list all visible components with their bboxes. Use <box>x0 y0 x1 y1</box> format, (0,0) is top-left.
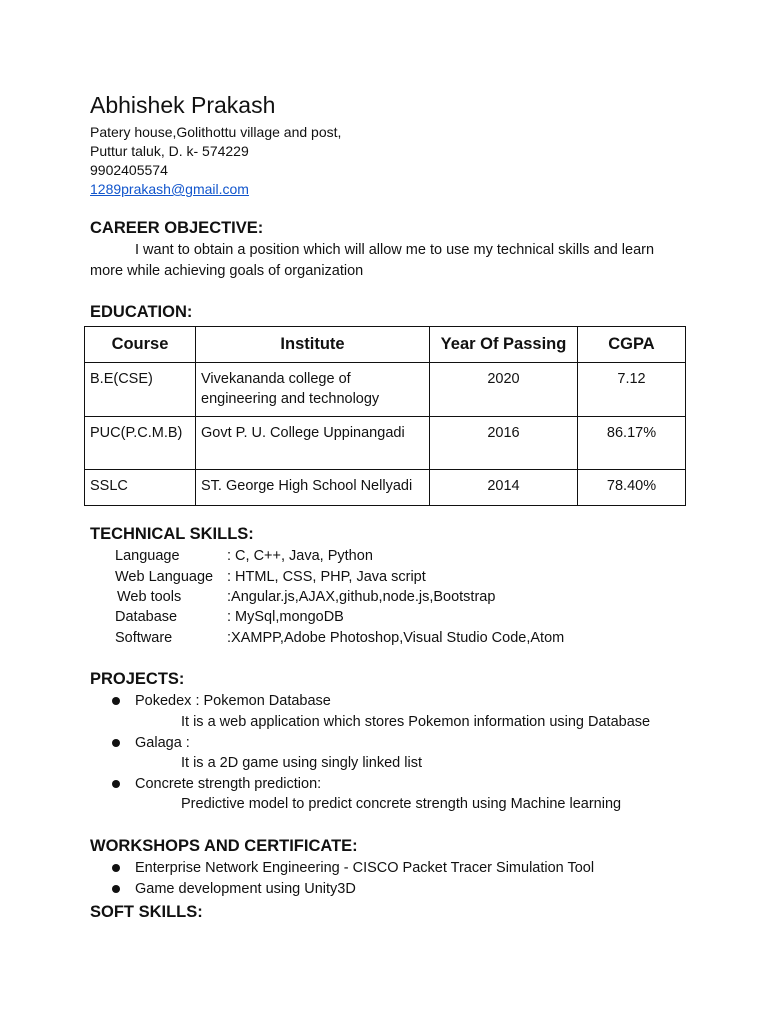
skill-value-software: :XAMPP,Adobe Photoshop,Visual Studio Code,Atom <box>227 630 565 646</box>
skill-value-web-language: : HTML, CSS, PHP, Java script <box>227 569 426 585</box>
skill-label-web-tools: Web tools <box>117 589 182 605</box>
skill-value-language: : C, C++, Java, Python <box>227 548 373 564</box>
career-objective-heading: CAREER OBJECTIVE: <box>90 219 264 237</box>
table-row <box>85 470 686 506</box>
education-heading: EDUCATION: <box>90 303 193 321</box>
career-objective-line-2: more while achieving goals of organization <box>90 263 364 279</box>
bullet-icon <box>112 885 120 893</box>
institute-cell <box>196 363 430 417</box>
cgpa-cell: 86.17% <box>578 417 686 470</box>
course-cell: SSLC <box>85 470 196 506</box>
project-description-concrete: Predictive model to predict concrete strength using Machine learning <box>181 796 622 812</box>
bullet-icon <box>112 780 120 788</box>
table-row <box>85 417 686 470</box>
skill-label-software: Software <box>115 630 173 646</box>
email-link[interactable]: 1289prakash@gmail.com <box>90 181 249 197</box>
year-cell: 2020 <box>430 363 578 417</box>
year-cell: 2014 <box>430 470 578 506</box>
workshops-heading: WORKSHOPS AND CERTIFICATE: <box>90 837 358 855</box>
bullet-icon <box>112 697 120 705</box>
skill-value-web-tools: :Angular.js,AJAX,github,node.js,Bootstrap <box>227 589 496 605</box>
table-row <box>85 363 686 417</box>
column-header-institute: Institute <box>196 327 430 363</box>
year-cell: 2016 <box>430 417 578 470</box>
bullet-icon <box>112 864 120 872</box>
workshop-item-unity: Game development using Unity3D <box>135 881 356 897</box>
institute-cell: Govt P. U. College Uppinangadi <box>196 417 430 470</box>
column-header-course: Course <box>85 327 196 363</box>
bullet-icon <box>112 739 120 747</box>
cgpa-cell: 78.40% <box>578 470 686 506</box>
skill-label-web-language: Web Language <box>115 569 214 585</box>
institute-line-1: Vivekananda college of <box>201 371 351 387</box>
skill-label-database: Database <box>115 609 178 625</box>
technical-skills-heading: TECHNICAL SKILLS: <box>90 525 254 543</box>
soft-skills-heading: SOFT SKILLS: <box>90 903 203 921</box>
address-line-1: Patery house,Golithottu village and post, <box>90 124 342 140</box>
career-objective-line-1: I want to obtain a position which will allow me to use my technical skills and learn <box>135 242 655 258</box>
skill-value-database: : MySql,mongoDB <box>227 609 344 625</box>
skill-label-language: Language <box>115 548 180 564</box>
project-description-galaga: It is a 2D game using singly linked list <box>181 755 422 771</box>
project-title-concrete: Concrete strength prediction: <box>135 776 322 792</box>
projects-heading: PROJECTS: <box>90 670 185 688</box>
candidate-name: Abhishek Prakash <box>90 92 276 118</box>
education-header-row <box>85 327 686 363</box>
institute-cell: ST. George High School Nellyadi <box>196 470 430 506</box>
column-header-year: Year Of Passing <box>430 327 578 363</box>
project-title-galaga: Galaga : <box>135 735 190 751</box>
institute-line-2: engineering and technology <box>201 391 380 407</box>
course-cell: B.E(CSE) <box>85 363 196 417</box>
column-header-cgpa: CGPA <box>578 327 686 363</box>
workshop-item-cisco: Enterprise Network Engineering - CISCO Packet Tracer Simulation Tool <box>135 860 595 876</box>
cgpa-cell: 7.12 <box>578 363 686 417</box>
phone-number: 9902405574 <box>90 162 168 178</box>
project-description-pokedex: It is a web application which stores Pokemon information using Database <box>181 714 651 730</box>
course-cell: PUC(P.C.M.B) <box>85 417 196 470</box>
address-line-2: Puttur taluk, D. k- 574229 <box>90 143 249 159</box>
education-table <box>84 326 686 506</box>
project-title-pokedex: Pokedex : Pokemon Database <box>135 693 331 709</box>
